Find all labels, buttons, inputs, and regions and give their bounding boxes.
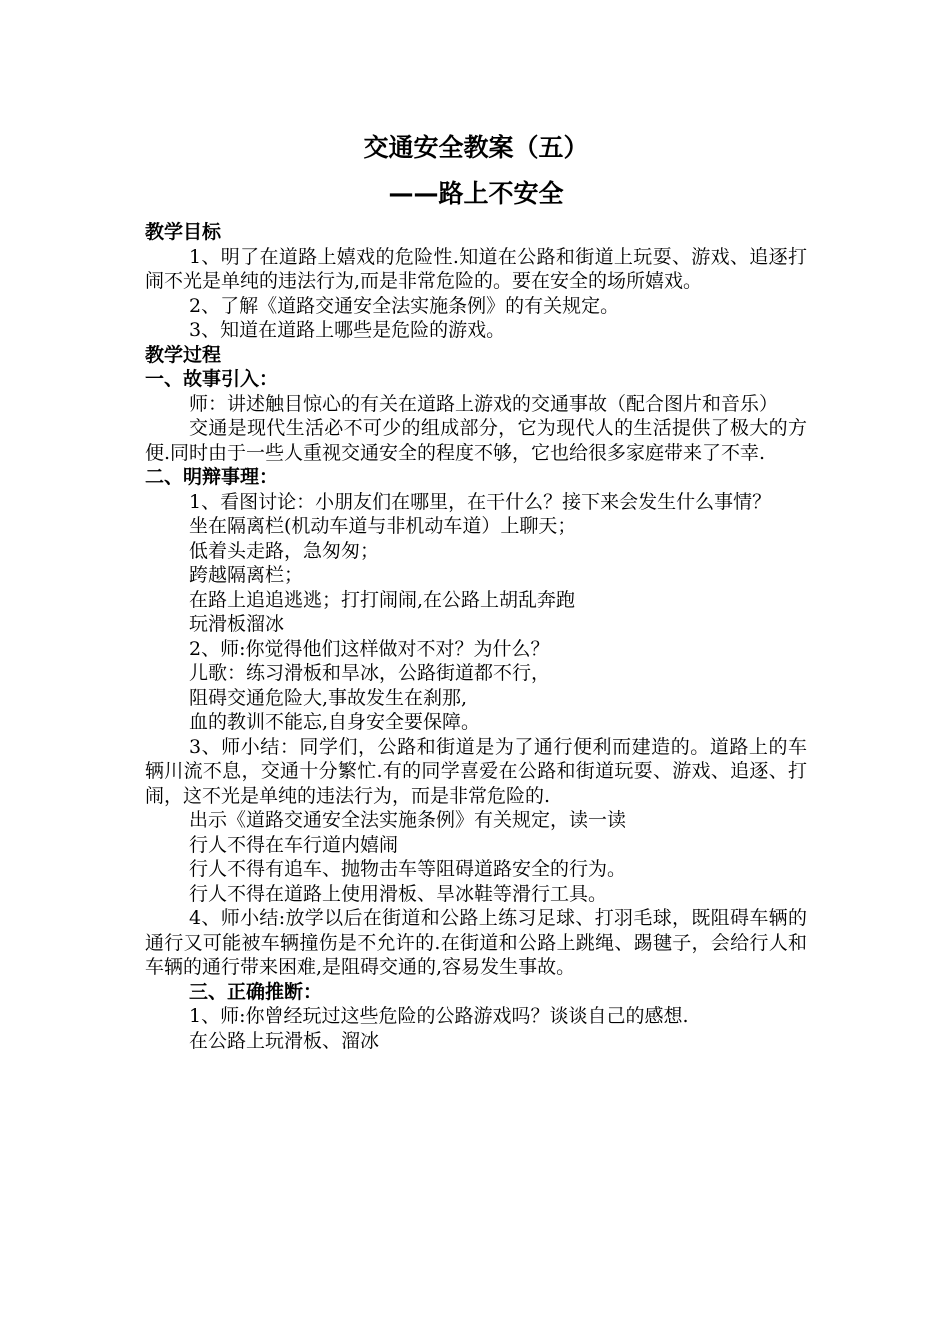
part2-heading: 二、明辩事理：	[145, 466, 279, 488]
part3-heading: 三、正确推断：	[189, 980, 323, 1003]
goal-item-1: 1、明了在道路上嬉戏的危险性.知道在公路和街道上玩耍、游戏、追逐打闹不光是单纯的违法行为,而是非常危险的。要在安全的场所嬉戏。	[145, 245, 807, 292]
part1-heading: 一、故事引入：	[145, 368, 279, 390]
part2-line: 低着头走路，急匆匆；	[189, 539, 380, 562]
part1-paragraph-2: 交通是现代生活必不可少的组成部分，它为现代人的生活提供了极大的方便.同时由于一些人重视交通安全的程度不够，它也给很多家庭带来了不幸.	[145, 417, 807, 464]
part2-question-2: 2、师:你觉得他们这样做对不对？为什么？	[189, 637, 550, 660]
regulation-line: 行人不得有追车、抛物击车等阻碍道路安全的行为。	[189, 858, 627, 880]
nursery-rhyme-line: 阻碍交通危险大,事故发生在刹那,	[189, 686, 468, 709]
part2-line: 玩滑板溜冰	[189, 613, 285, 635]
nursery-rhyme-line: 血的教训不能忘,自身安全要保障。	[189, 711, 481, 733]
goal-item-2: 2、了解《道路交通安全法实施条例》的有关规定。	[189, 294, 620, 317]
part3-line: 在公路上玩滑板、溜冰	[189, 1029, 380, 1052]
part2-question-1: 1、看图讨论：小朋友们在哪里，在干什么？接下来会发生什么事情？	[189, 490, 772, 513]
nursery-rhyme-line: 儿歌：练习滑板和旱冰，公路街道都不行，	[189, 662, 551, 684]
part2-summary-4: 4、师小结:放学以后在街道和公路上练习足球、打羽毛球，既阻碍车辆的通行又可能被车辆撞伤是不允许的.在街道和公路上跳绳、踢毽子，会给行人和车辆的通行带来困难,是阻碍交通的,容易发生事故。	[145, 907, 807, 978]
goal-item-3: 3、知道在道路上哪些是危险的游戏。	[189, 319, 506, 341]
regulation-line: 行人不得在道路上使用滑板、旱冰鞋等滑行工具。	[189, 882, 608, 905]
process-heading: 教学过程	[145, 343, 222, 366]
goals-heading: 教学目标	[145, 221, 222, 243]
part3-line: 1、师:你曾经玩过这些危险的公路游戏吗？谈谈自己的感想.	[189, 1005, 689, 1027]
part2-summary-3: 3、师小结：同学们，公路和街道是为了通行便利而建造的。道路上的车辆川流不息，交通十分繁忙.有的同学喜爱在公路和街道玩耍、游戏、追逐、打闹，这不光是单纯的违法行为，而是非常危险的.	[145, 735, 807, 807]
document-subtitle: ——路上不安全	[388, 179, 564, 208]
document-title: 交通安全教案（五）	[363, 133, 589, 162]
part2-line: 坐在隔离栏(机动车道与非机动车道）上聊天；	[189, 515, 577, 537]
part2-line: 在路上追追逃逃；打打闹闹,在公路上胡乱奔跑	[189, 588, 576, 611]
regulation-line: 出示《道路交通安全法实施条例》有关规定，读一读	[189, 809, 627, 831]
part2-line: 跨越隔离栏；	[189, 564, 304, 586]
regulation-line: 行人不得在车行道内嬉闹	[189, 833, 399, 856]
part1-paragraph-1: 师：讲述触目惊心的有关在道路上游戏的交通事故（配合图片和音乐）	[189, 392, 779, 415]
document-page	[145, 130, 807, 1053]
